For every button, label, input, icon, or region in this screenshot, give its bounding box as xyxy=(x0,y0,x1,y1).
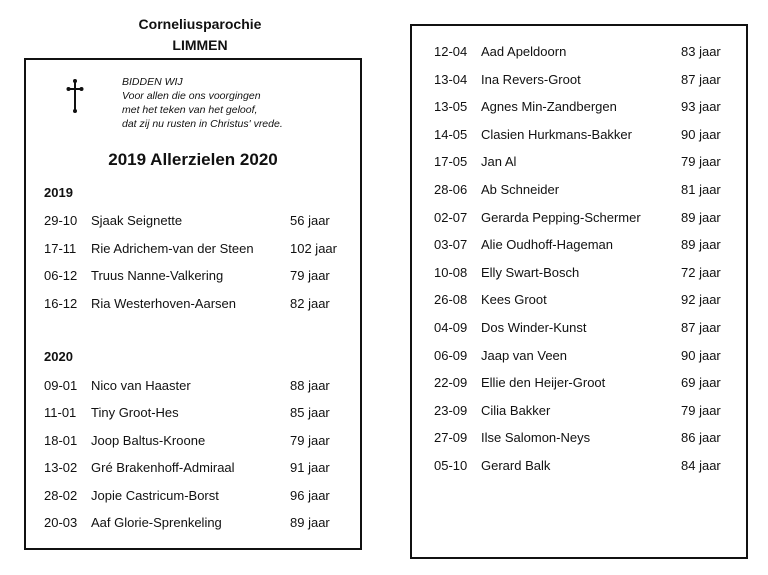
entry-name: Nico van Haaster xyxy=(91,378,191,393)
entry-age: 87 jaar xyxy=(681,72,721,87)
entry-age: 85 jaar xyxy=(290,405,330,420)
entry-name: Gré Brakenhoff-Admiraal xyxy=(91,460,235,475)
entry-name: Kees Groot xyxy=(481,292,547,307)
entry-name: Ria Westerhoven-Aarsen xyxy=(91,296,236,311)
entry-date: 11-01 xyxy=(44,405,77,420)
cross-icon xyxy=(66,78,84,114)
entry-date: 06-09 xyxy=(434,348,468,363)
entry-age: 89 jaar xyxy=(290,515,330,530)
entry-date: 03-07 xyxy=(434,237,468,252)
entry-age: 56 jaar xyxy=(290,213,330,228)
entry-age: 102 jaar xyxy=(290,241,337,256)
entry-name: Clasien Hurkmans-Bakker xyxy=(481,127,632,142)
entry-name: Truus Nanne-Valkering xyxy=(91,268,224,283)
entry-date: 16-12 xyxy=(44,296,78,311)
entry-name: Ellie den Heijer-Groot xyxy=(481,375,606,390)
entry-age: 91 jaar xyxy=(290,460,330,475)
entry-name: Tiny Groot-Hes xyxy=(91,405,179,420)
entry-name: Elly Swart-Bosch xyxy=(481,265,580,280)
entry-date: 23-09 xyxy=(434,403,468,418)
entry-date: 26-08 xyxy=(434,292,468,307)
entry-name: Jopie Castricum-Borst xyxy=(91,488,219,503)
entry-name: Gerard Balk xyxy=(481,458,551,473)
entry-age: 81 jaar xyxy=(681,182,721,197)
entry-name: Gerarda Pepping-Schermer xyxy=(481,210,641,225)
entry-date: 09-01 xyxy=(44,378,78,393)
entry-name: Cilia Bakker xyxy=(481,403,551,418)
prayer-line: BIDDEN WIJ xyxy=(122,76,183,88)
entry-date: 05-10 xyxy=(434,458,468,473)
entry-name: Aad Apeldoorn xyxy=(481,44,567,59)
entry-name: Ina Revers-Groot xyxy=(481,72,581,87)
entry-age: 86 jaar xyxy=(681,430,721,445)
entry-age: 89 jaar xyxy=(681,210,721,225)
entry-date: 28-06 xyxy=(434,182,468,197)
entry-age: 90 jaar xyxy=(681,127,721,142)
prayer-line: Voor allen die ons voorgingen xyxy=(122,90,261,102)
entry-name: Alie Oudhoff-Hageman xyxy=(481,237,614,252)
entry-name: Sjaak Seignette xyxy=(91,213,183,228)
entry-age: 79 jaar xyxy=(290,433,330,448)
entry-age: 79 jaar xyxy=(681,154,721,169)
right-page-panel xyxy=(410,24,748,559)
parish-place: LIMMEN xyxy=(172,37,228,53)
entry-name: Jan Al xyxy=(481,154,517,169)
entry-date: 13-04 xyxy=(434,72,468,87)
entry-date: 12-04 xyxy=(434,44,468,59)
entry-date: 10-08 xyxy=(434,265,468,280)
entry-date: 27-09 xyxy=(434,430,468,445)
left-page-panel xyxy=(24,58,362,550)
entry-date: 17-11 xyxy=(44,241,77,256)
entry-date: 18-01 xyxy=(44,433,78,448)
entry-name: Aaf Glorie-Sprenkeling xyxy=(91,515,222,530)
entry-date: 17-05 xyxy=(434,154,468,169)
year-heading-2019: 2019 xyxy=(44,185,73,200)
entry-age: 92 jaar xyxy=(681,292,721,307)
prayer-text xyxy=(122,75,352,131)
prayer-line: met het teken van het geloof, xyxy=(122,104,258,116)
entry-date: 13-05 xyxy=(434,99,468,114)
entry-name: Agnes Min-Zandbergen xyxy=(481,99,617,114)
page-title: 2019 Allerzielen 2020 xyxy=(108,150,278,169)
entry-date: 29-10 xyxy=(44,213,78,228)
entry-date: 02-07 xyxy=(434,210,468,225)
entry-name: Ab Schneider xyxy=(481,182,560,197)
entry-age: 72 jaar xyxy=(681,265,721,280)
entry-name: Jaap van Veen xyxy=(481,348,568,363)
entry-date: 06-12 xyxy=(44,268,78,283)
entry-name: Dos Winder-Kunst xyxy=(481,320,587,335)
entry-age: 84 jaar xyxy=(681,458,721,473)
entry-age: 79 jaar xyxy=(681,403,721,418)
entry-age: 82 jaar xyxy=(290,296,330,311)
entry-age: 83 jaar xyxy=(681,44,721,59)
entry-age: 96 jaar xyxy=(290,488,330,503)
entry-age: 89 jaar xyxy=(681,237,721,252)
entry-age: 90 jaar xyxy=(681,348,721,363)
prayer-line: dat zij nu rusten in Christus' vrede. xyxy=(122,118,283,130)
parish-name: Corneliusparochie xyxy=(138,16,262,32)
entry-age: 93 jaar xyxy=(681,99,721,114)
entry-date: 04-09 xyxy=(434,320,468,335)
entry-date: 13-02 xyxy=(44,460,78,475)
entry-name: Joop Baltus-Kroone xyxy=(91,433,206,448)
entry-age: 88 jaar xyxy=(290,378,330,393)
entry-date: 14-05 xyxy=(434,127,468,142)
entry-name: Ilse Salomon-Neys xyxy=(481,430,591,445)
year-heading-2020: 2020 xyxy=(44,349,73,364)
entry-age: 79 jaar xyxy=(290,268,330,283)
entry-date: 20-03 xyxy=(44,515,78,530)
entry-date: 22-09 xyxy=(434,375,468,390)
entry-date: 28-02 xyxy=(44,488,78,503)
entry-age: 87 jaar xyxy=(681,320,721,335)
entry-name: Rie Adrichem-van der Steen xyxy=(91,241,254,256)
entry-age: 69 jaar xyxy=(681,375,721,390)
